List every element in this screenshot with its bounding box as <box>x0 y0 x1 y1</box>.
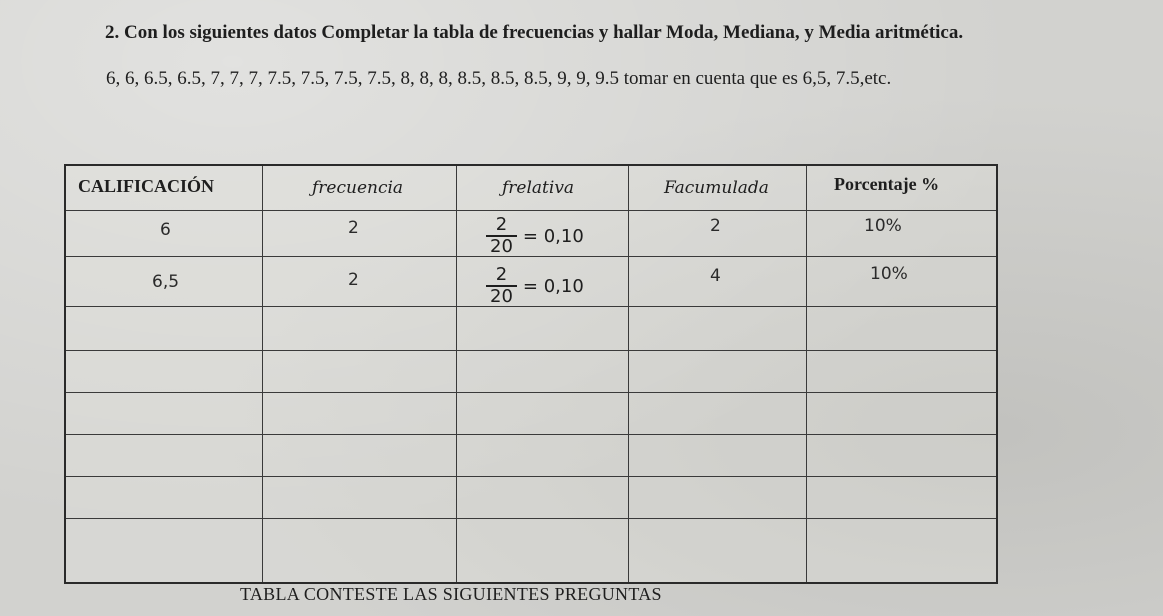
row-1-frecuencia: 2 <box>348 218 359 238</box>
table-row-divider <box>66 476 996 477</box>
row-1-relativa-denominator: 20 <box>486 235 517 256</box>
row-1-relativa <box>486 216 584 256</box>
row-2-relativa-value: = 0,10 <box>522 275 584 297</box>
row-2-acumulada: 4 <box>710 266 721 286</box>
row-1-acumulada: 2 <box>710 216 721 236</box>
question-title: 2. Con los siguientes datos Completar la tabla de frecuencias y hallar Moda, Mediana, y Media aritmética. <box>105 22 964 43</box>
row-2-frecuencia: 2 <box>348 270 359 290</box>
table-row-divider <box>66 392 996 393</box>
row-1-porcentaje: 10% <box>864 216 902 236</box>
table-column-divider <box>262 166 263 582</box>
header-acumulada: Facumulada <box>664 178 769 198</box>
table-row-divider <box>66 434 996 435</box>
row-2-relativa-denominator: 20 <box>486 285 517 306</box>
question-data-line: 6, 6, 6.5, 6.5, 7, 7, 7, 7.5, 7.5, 7.5, 7.5, 8, 8, 8, 8.5, 8.5, 8.5, 9, 9, 9.5 tomar en cuenta que es 6,5, 7.5,etc. <box>106 68 892 89</box>
table-column-divider <box>628 166 629 582</box>
row-2-relativa <box>486 266 584 306</box>
table-column-divider <box>456 166 457 582</box>
header-frecuencia: ƒrecuencia <box>312 178 404 198</box>
table-column-divider <box>806 166 807 582</box>
table-row-divider <box>66 306 996 307</box>
row-2-calificacion: 6,5 <box>152 272 180 292</box>
footer-instructions: TABLA CONTESTE LAS SIGUIENTES PREGUNTAS <box>240 584 662 604</box>
table-row-divider <box>66 350 996 351</box>
row-1-relativa-numerator: 2 <box>495 214 508 235</box>
row-2-porcentaje: 10% <box>870 264 908 284</box>
table-row-divider <box>66 518 996 519</box>
row-1-relativa-value: = 0,10 <box>522 225 584 247</box>
table-row-divider <box>66 256 996 257</box>
header-porcentaje: Porcentaje % <box>834 174 940 194</box>
table-row-divider <box>66 210 996 211</box>
header-relativa: ƒrelativa <box>502 178 575 198</box>
header-calificacion: CALIFICACIÓN <box>78 176 215 196</box>
row-2-relativa-numerator: 2 <box>495 264 508 285</box>
frequency-table <box>64 164 998 584</box>
row-1-calificacion: 6 <box>160 220 171 240</box>
